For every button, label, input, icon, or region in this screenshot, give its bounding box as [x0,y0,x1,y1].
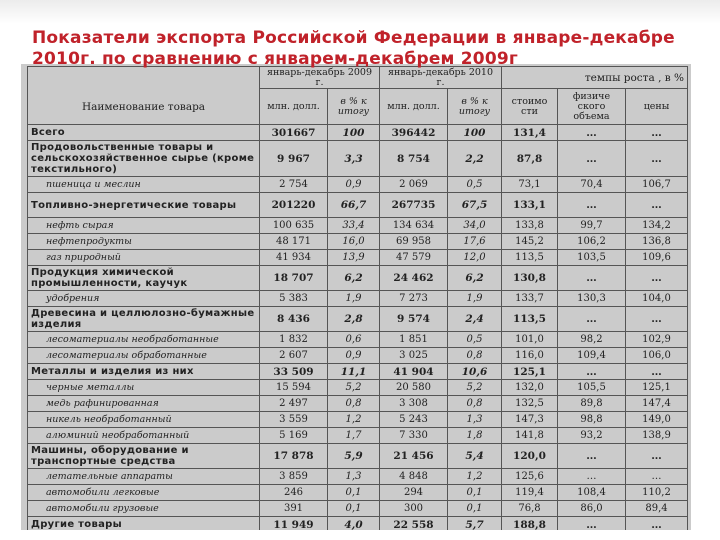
cell-product-name: Другие товары [28,517,260,531]
cell-growth-physical: 98,2 [558,332,626,348]
cell-growth-prices: … [626,307,688,332]
table-row [28,444,688,469]
cell-growth-physical: 108,4 [558,485,626,501]
cell-growth-physical: … [558,307,626,332]
cell-growth-value: 119,4 [502,485,558,501]
cell-value-2009: 246 [260,485,328,501]
cell-share-2010: 67,5 [448,193,502,218]
cell-value-2010: 294 [380,485,448,501]
cell-growth-prices: 136,8 [626,234,688,250]
header-value: стоимо сти [502,89,558,125]
cell-growth-value: 133,7 [502,291,558,307]
cell-share-2009: 6,2 [328,266,380,291]
cell-value-2009: 3 559 [260,412,328,428]
cell-growth-value: 141,8 [502,428,558,444]
cell-product-name: автомобили легковые [28,485,260,501]
cell-growth-prices: 134,2 [626,218,688,234]
cell-product-name: Продовольственные товары и сельскохозяйственное сырье (кроме текстильного) [28,141,260,177]
cell-share-2010: 6,2 [448,266,502,291]
table-row [28,218,688,234]
cell-share-2009: 1,3 [328,469,380,485]
scanned-table-image [21,64,691,530]
table-row [28,428,688,444]
cell-value-2009: 2 497 [260,396,328,412]
cell-share-2010: 1,8 [448,428,502,444]
cell-share-2010: 1,2 [448,469,502,485]
cell-product-name: газ природный [28,250,260,266]
cell-growth-value: 125,1 [502,364,558,380]
cell-growth-value: 188,8 [502,517,558,531]
cell-share-2009: 0,9 [328,177,380,193]
table-row [28,485,688,501]
table-row [28,307,688,332]
header-period-2009: январь-декабрь 2009 г. [260,67,380,89]
header-period-2010: январь-декабрь 2010 г. [380,67,502,89]
cell-growth-prices: 102,9 [626,332,688,348]
table-row [28,364,688,380]
header-pct-2010: в % к итогу [448,89,502,125]
cell-growth-physical: 130,3 [558,291,626,307]
cell-product-name: автомобили грузовые [28,501,260,517]
export-table [27,66,688,530]
cell-growth-value: 120,0 [502,444,558,469]
table-row [28,250,688,266]
cell-growth-physical: … [558,364,626,380]
cell-growth-physical: 99,7 [558,218,626,234]
slide-title: Показатели экспорта Российской Федерации в январе-декабре 2010г. по сравнению с январем-декабрем 2009г [32,28,675,69]
cell-share-2009: 0,1 [328,485,380,501]
cell-share-2010: 5,2 [448,380,502,396]
cell-value-2010: 22 558 [380,517,448,531]
cell-share-2010: 5,7 [448,517,502,531]
cell-growth-value: 125,6 [502,469,558,485]
cell-growth-prices: 106,7 [626,177,688,193]
cell-growth-physical: … [558,469,626,485]
cell-growth-prices: 125,1 [626,380,688,396]
cell-value-2009: 201220 [260,193,328,218]
cell-product-name: летательные аппараты [28,469,260,485]
cell-growth-physical: 98,8 [558,412,626,428]
cell-growth-prices: … [626,266,688,291]
cell-value-2010: 24 462 [380,266,448,291]
cell-share-2009: 0,6 [328,332,380,348]
cell-growth-physical: … [558,444,626,469]
cell-value-2009: 5 383 [260,291,328,307]
cell-value-2010: 20 580 [380,380,448,396]
cell-value-2010: 41 904 [380,364,448,380]
cell-share-2009: 16,0 [328,234,380,250]
cell-product-name: Древесина и целлюлозно-бумажные изделия [28,307,260,332]
cell-value-2009: 15 594 [260,380,328,396]
cell-value-2010: 5 243 [380,412,448,428]
cell-growth-prices: … [626,444,688,469]
cell-growth-prices: … [626,517,688,531]
table-row [28,332,688,348]
cell-growth-physical: … [558,125,626,141]
cell-growth-prices: … [626,193,688,218]
cell-share-2009: 100 [328,125,380,141]
cell-value-2010: 47 579 [380,250,448,266]
cell-growth-value: 145,2 [502,234,558,250]
cell-value-2009: 9 967 [260,141,328,177]
cell-value-2010: 7 330 [380,428,448,444]
cell-growth-prices: … [626,469,688,485]
table-row [28,141,688,177]
cell-value-2009: 48 171 [260,234,328,250]
cell-value-2010: 21 456 [380,444,448,469]
cell-share-2009: 5,9 [328,444,380,469]
cell-share-2010: 17,6 [448,234,502,250]
table-row [28,348,688,364]
cell-share-2010: 1,3 [448,412,502,428]
cell-value-2010: 4 848 [380,469,448,485]
cell-share-2010: 1,9 [448,291,502,307]
cell-product-name: Машины, оборудование и транспортные средства [28,444,260,469]
cell-growth-physical: … [558,266,626,291]
cell-growth-physical: 93,2 [558,428,626,444]
cell-share-2009: 1,2 [328,412,380,428]
header-pct-2009: в % к итогу [328,89,380,125]
cell-growth-value: 132,0 [502,380,558,396]
cell-value-2009: 2 754 [260,177,328,193]
cell-growth-prices: 104,0 [626,291,688,307]
cell-value-2010: 3 308 [380,396,448,412]
cell-growth-value: 132,5 [502,396,558,412]
table-row [28,177,688,193]
table-row [28,266,688,291]
cell-growth-physical: 70,4 [558,177,626,193]
cell-growth-value: 101,0 [502,332,558,348]
cell-growth-value: 76,8 [502,501,558,517]
cell-value-2010: 7 273 [380,291,448,307]
cell-growth-physical: … [558,141,626,177]
cell-product-name: удобрения [28,291,260,307]
cell-value-2010: 9 574 [380,307,448,332]
cell-share-2009: 0,8 [328,396,380,412]
cell-product-name: лесоматериалы необработанные [28,332,260,348]
cell-product-name: Всего [28,125,260,141]
cell-share-2009: 11,1 [328,364,380,380]
table-row [28,396,688,412]
cell-share-2010: 0,5 [448,332,502,348]
cell-share-2010: 12,0 [448,250,502,266]
cell-share-2010: 0,5 [448,177,502,193]
cell-growth-prices: 110,2 [626,485,688,501]
header-product: Наименование товара [28,67,260,125]
cell-growth-prices: 147,4 [626,396,688,412]
header-physical-volume: физиче ского объема [558,89,626,125]
cell-share-2010: 5,4 [448,444,502,469]
cell-share-2010: 0,8 [448,396,502,412]
table-row [28,501,688,517]
table-row [28,517,688,531]
cell-growth-physical: … [558,517,626,531]
cell-growth-physical: 89,8 [558,396,626,412]
cell-share-2009: 4,0 [328,517,380,531]
cell-product-name: алюминий необработанный [28,428,260,444]
cell-product-name: черные металлы [28,380,260,396]
cell-share-2010: 34,0 [448,218,502,234]
cell-share-2009: 0,1 [328,501,380,517]
header-mln-2010: млн. долл. [380,89,448,125]
cell-value-2009: 301667 [260,125,328,141]
cell-value-2009: 5 169 [260,428,328,444]
cell-share-2009: 0,9 [328,348,380,364]
cell-growth-value: 147,3 [502,412,558,428]
cell-value-2010: 69 958 [380,234,448,250]
cell-value-2009: 100 635 [260,218,328,234]
cell-value-2009: 33 509 [260,364,328,380]
cell-share-2009: 66,7 [328,193,380,218]
cell-share-2010: 0,1 [448,501,502,517]
cell-growth-physical: 86,0 [558,501,626,517]
cell-growth-prices: … [626,364,688,380]
cell-growth-prices: … [626,141,688,177]
table-row [28,193,688,218]
cell-product-name: нефть сырая [28,218,260,234]
cell-growth-prices: … [626,125,688,141]
cell-value-2009: 391 [260,501,328,517]
cell-share-2010: 100 [448,125,502,141]
cell-value-2010: 8 754 [380,141,448,177]
table-row [28,469,688,485]
cell-value-2009: 17 878 [260,444,328,469]
header-mln-2009: млн. долл. [260,89,328,125]
cell-growth-value: 133,8 [502,218,558,234]
cell-product-name: Топливно-энергетические товары [28,193,260,218]
cell-share-2009: 1,9 [328,291,380,307]
table-row [28,380,688,396]
cell-value-2009: 3 859 [260,469,328,485]
cell-product-name: медь рафинированная [28,396,260,412]
table-row [28,412,688,428]
header-growth: темпы роста , в % [502,67,688,89]
table-row [28,234,688,250]
table-row [28,125,688,141]
cell-product-name: нефтепродукты [28,234,260,250]
cell-value-2009: 41 934 [260,250,328,266]
cell-product-name: пшеница и меслин [28,177,260,193]
cell-growth-physical: … [558,193,626,218]
cell-growth-physical: 109,4 [558,348,626,364]
cell-share-2010: 2,4 [448,307,502,332]
cell-share-2009: 33,4 [328,218,380,234]
cell-product-name: Продукция химической промышленности, каучук [28,266,260,291]
cell-growth-value: 87,8 [502,141,558,177]
cell-growth-value: 113,5 [502,307,558,332]
cell-share-2010: 0,8 [448,348,502,364]
header-prices: цены [626,89,688,125]
cell-value-2010: 3 025 [380,348,448,364]
cell-share-2009: 3,3 [328,141,380,177]
cell-value-2009: 11 949 [260,517,328,531]
cell-share-2009: 1,7 [328,428,380,444]
cell-value-2009: 8 436 [260,307,328,332]
cell-growth-prices: 138,9 [626,428,688,444]
cell-share-2010: 10,6 [448,364,502,380]
cell-growth-value: 113,5 [502,250,558,266]
cell-growth-value: 130,8 [502,266,558,291]
cell-value-2010: 2 069 [380,177,448,193]
cell-growth-physical: 106,2 [558,234,626,250]
cell-growth-value: 133,1 [502,193,558,218]
cell-product-name: Металлы и изделия из них [28,364,260,380]
cell-share-2010: 0,1 [448,485,502,501]
cell-value-2009: 18 707 [260,266,328,291]
cell-growth-physical: 103,5 [558,250,626,266]
cell-growth-value: 116,0 [502,348,558,364]
table-row [28,291,688,307]
cell-value-2010: 134 634 [380,218,448,234]
cell-product-name: никель необработанный [28,412,260,428]
cell-share-2010: 2,2 [448,141,502,177]
cell-growth-value: 73,1 [502,177,558,193]
cell-value-2009: 2 607 [260,348,328,364]
cell-share-2009: 13,9 [328,250,380,266]
slide-top-bar [0,0,720,24]
cell-share-2009: 5,2 [328,380,380,396]
cell-value-2010: 396442 [380,125,448,141]
cell-growth-value: 131,4 [502,125,558,141]
cell-growth-prices: 149,0 [626,412,688,428]
cell-growth-prices: 109,6 [626,250,688,266]
cell-value-2010: 267735 [380,193,448,218]
cell-value-2010: 300 [380,501,448,517]
cell-product-name: лесоматериалы обработанные [28,348,260,364]
cell-value-2009: 1 832 [260,332,328,348]
cell-value-2010: 1 851 [380,332,448,348]
cell-growth-prices: 89,4 [626,501,688,517]
cell-share-2009: 2,8 [328,307,380,332]
cell-growth-prices: 106,0 [626,348,688,364]
cell-growth-physical: 105,5 [558,380,626,396]
